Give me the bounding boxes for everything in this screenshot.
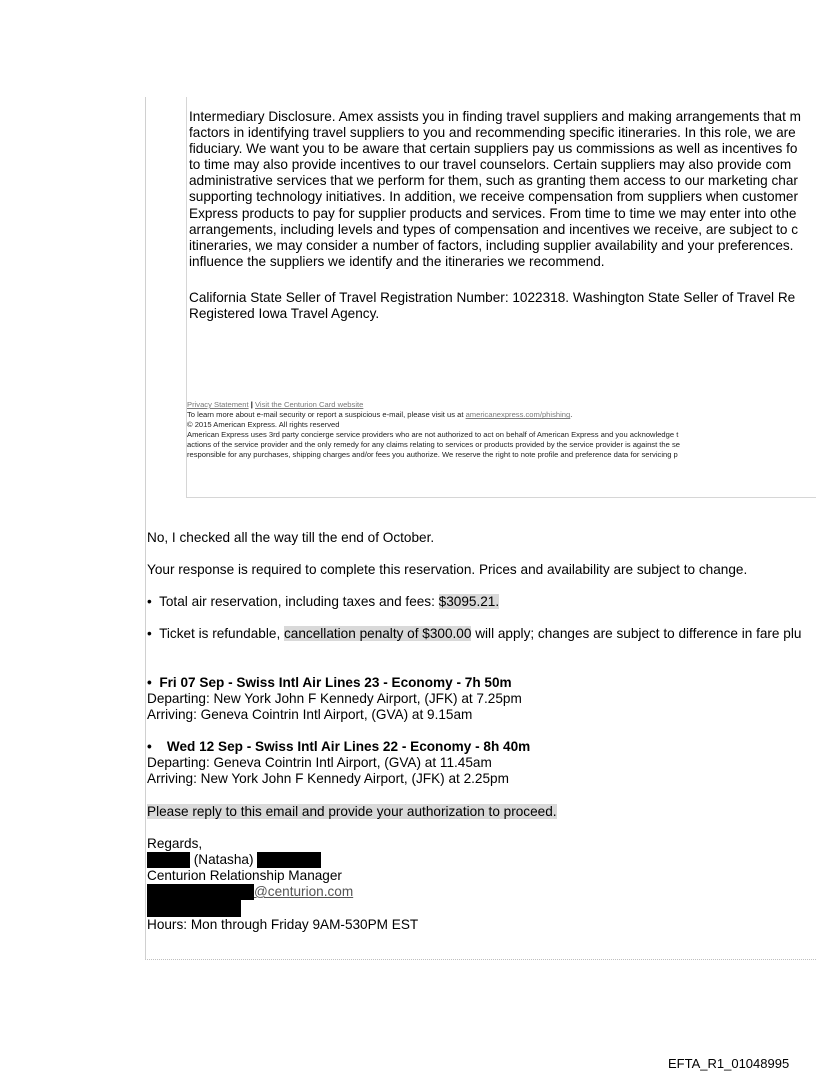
email-footer — [187, 400, 816, 461]
disclosure-line: Intermediary Disclosure. Amex assists you in finding travel suppliers and making arrangements that m — [189, 109, 801, 124]
refund-line — [147, 626, 816, 642]
disclosure-line: supporting technology initiatives. In addition, we receive compensation from suppliers when customer — [189, 189, 799, 205]
disclosure-line: itineraries, we may consider a number of factors, including supplier availability and your preferences. — [189, 237, 794, 253]
authorization-request: Please reply to this email and provide your authorization to proceed. — [147, 804, 557, 819]
security-text-end: . — [570, 410, 573, 420]
privacy-statement-link[interactable]: Privacy Statement — [187, 400, 249, 409]
flight-arriving: Arriving: Geneva Cointrin Intl Airport, (GVA) at 9.15am — [147, 707, 473, 722]
bullet: • — [147, 675, 152, 690]
redaction-box — [147, 884, 254, 900]
flight-header — [147, 675, 816, 691]
cancellation-penalty: cancellation penalty of $300.00 — [284, 626, 472, 641]
flight-title: Wed 12 Sep - Swiss Intl Air Lines 22 - Economy - 8h 40m — [166, 739, 531, 754]
footer-links-row — [187, 400, 816, 410]
refund-suffix: will apply; changes are subject to difference in fare plu — [471, 626, 802, 641]
total-air-line — [147, 594, 816, 610]
document-id: EFTA_R1_01048995 — [668, 1056, 790, 1071]
disclosure-line: Express products to pay for supplier products and services. From time to time we may enter into othe — [189, 205, 797, 221]
seller-line: Registered Iowa Travel Agency. — [189, 306, 380, 322]
bullet: • — [147, 594, 152, 609]
signature-email-line — [147, 884, 816, 916]
disclosure-line: administrative services that we perform for them, such as granting them access to our marketing char — [189, 173, 798, 189]
flight-arriving: Arriving: New York John F Kennedy Airport, (JFK) at 2.25pm — [147, 771, 509, 786]
seller-line: California State Seller of Travel Registration Number: 1022318. Washington State Seller of Travel Re — [189, 290, 796, 305]
footer-concierge-line: actions of the service provider and the only remedy for any claims relating to services or products provided by the service provider is against the se — [187, 440, 680, 450]
email-link[interactable]: @centurion.com — [254, 884, 354, 899]
refund-label: Ticket is refundable, — [159, 626, 284, 641]
disclosure-line: fiduciary. We want you to be aware that certain suppliers pay us commissions as well as incentives fo — [189, 141, 798, 157]
signature-title: Centurion Relationship Manager — [147, 868, 342, 883]
footer-security-row — [187, 410, 816, 420]
authorization-line — [147, 804, 816, 820]
seller-registration — [189, 290, 816, 322]
footer-copyright: © 2015 American Express. All rights reserved — [187, 420, 340, 430]
phishing-link[interactable]: americanexpress.com/phishing — [465, 410, 571, 420]
redaction-box — [257, 852, 321, 868]
response-required-line: Your response is required to complete this reservation. Prices and availability are subject to change. — [147, 562, 748, 577]
redaction-box — [147, 852, 190, 868]
bullet: • — [147, 626, 152, 641]
flight-header — [147, 739, 816, 755]
disclosure-line: factors in identifying travel suppliers to you and recommending specific itineraries. In this role, we are — [189, 125, 796, 141]
signature-hours: Hours: Mon through Friday 9AM-530PM EST — [147, 917, 419, 932]
bullet: • — [147, 739, 152, 754]
flight-title: Fri 07 Sep - Swiss Intl Air Lines 23 - Economy - 7h 50m — [159, 675, 512, 690]
flight-departing: Departing: New York John F Kennedy Airport, (JFK) at 7.25pm — [147, 691, 522, 706]
footer-concierge-line: American Express uses 3rd party concierge service providers who are not authorized to act on behalf of American Express and you acknowledge t — [187, 430, 679, 440]
footer-concierge-line: responsible for any purchases, shipping charges and/or fees you authorize. We reserve the right to note profile and preference data for servicing p — [187, 450, 678, 460]
signature-regards: Regards, — [147, 836, 203, 851]
disclosure-line: influence the suppliers we identify and the itineraries we recommend. — [189, 253, 605, 269]
signature-name-line — [147, 852, 816, 868]
reply-checked-line: No, I checked all the way till the end of October. — [147, 530, 435, 545]
centurion-website-link[interactable]: Visit the Centurion Card website — [255, 400, 364, 409]
signature-nickname: (Natasha) — [193, 852, 254, 867]
disclosure-line: to time may also provide incentives to our travel counselors. Certain suppliers may also provide com — [189, 157, 792, 173]
disclosure-line: arrangements, including levels and types of compensation and incentives we receive, are subject to c — [189, 221, 799, 237]
total-label: Total air reservation, including taxes and fees: — [159, 594, 439, 609]
flight-departing: Departing: Geneva Cointrin Intl Airport, (GVA) at 11.45am — [147, 755, 492, 770]
intermediary-disclosure — [189, 109, 816, 270]
footer-separator: | — [250, 400, 253, 409]
security-text: To learn more about e-mail security or report a suspicious e-mail, please visit us at — [187, 410, 466, 420]
redaction-box — [147, 900, 241, 917]
total-amount: $3095.21. — [438, 594, 500, 609]
